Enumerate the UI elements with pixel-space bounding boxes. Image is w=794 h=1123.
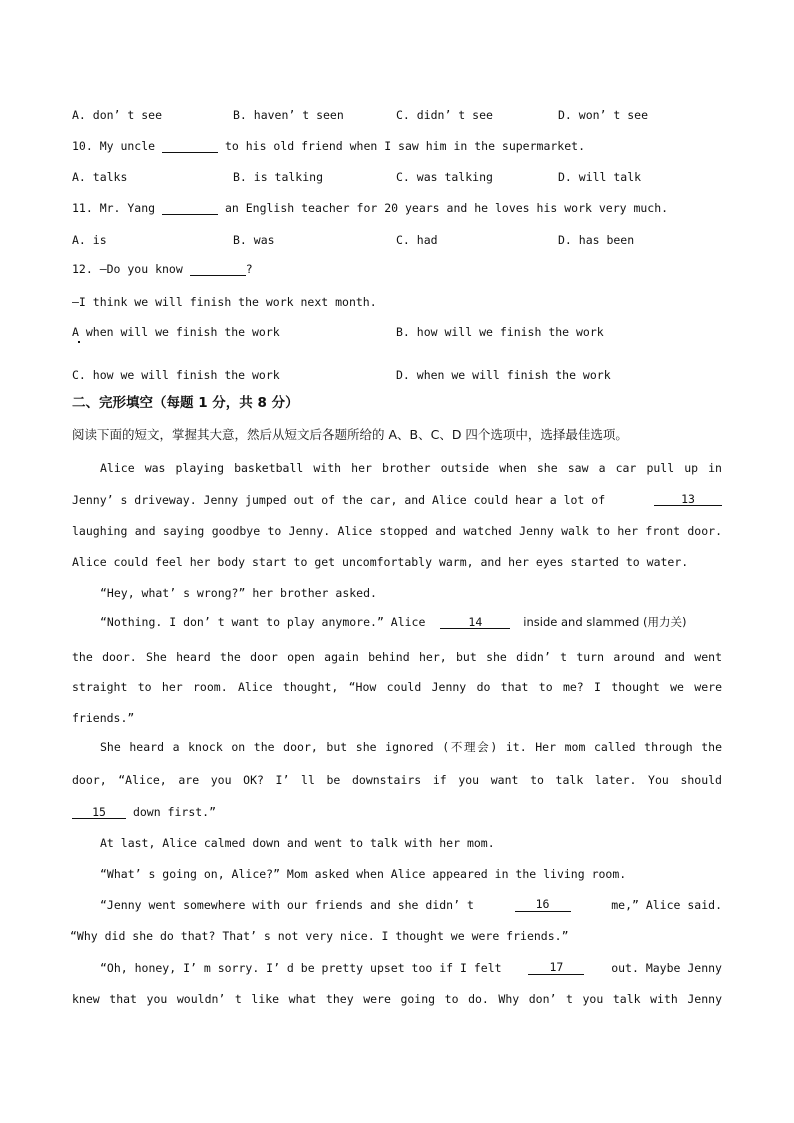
q11-option-a: A. is [72,233,107,247]
passage-p6: “What’ s going on, Alice?” Mom asked when Alice appeared in the living room. [100,867,627,881]
passage-text: out. Maybe Jenny [611,961,722,975]
q10-suffix: to his old friend when I saw him in the supermarket. [224,139,585,153]
passage-p3-line1 [100,615,722,629]
q9-option-a: A. don’ t see [72,108,163,122]
q9-option-c: C. didn’ t see [396,108,493,122]
section-2-heading: 二、完形填空（每题 1 分，共 8 分） [72,395,299,411]
q11-option-d: D. has been [558,233,635,247]
q10-option-a: A. talks [72,170,128,184]
q12-option-c: C. how we will finish the work [72,368,280,382]
blank-15: 15 [72,806,126,819]
passage-p3-line4: friends.” [72,711,135,725]
q11-option-c: C. had [396,233,438,247]
passage-p5: At last, Alice calmed down and went to talk with her mom. [100,836,495,850]
passage-p1-line2 [72,493,722,507]
blank-14: 14 [440,616,510,629]
q9-option-d: D. won’ t see [558,108,649,122]
passage-p7-line1 [100,898,722,912]
q12-answer-line: —I think we will finish the work next month. [72,295,377,309]
q12-blank [190,263,246,276]
passage-p8-line2: knew that you wouldn’ t like what they were going to do. Why don’ t you talk with Jenny [72,992,722,1006]
passage-p4-line1: She heard a knock on the door, but she ignored (不理会) it. Her mom called through the [100,740,722,754]
q11-suffix: an English teacher for 20 years and he loves his work very much. [224,201,669,215]
passage-p2: “Hey, what’ s wrong?” her brother asked. [100,586,377,600]
passage-p8-line1 [100,961,722,975]
question-10 [72,139,585,153]
passage-p4-line3 [72,805,216,819]
q12-suffix: ? [245,262,253,276]
passage-p1-line3: laughing and saying goodbye to Jenny. Alice stopped and watched Jenny walk to her front door. [72,524,722,538]
passage-text: inside and slammed (用力关) [523,615,687,629]
q12-option-d: D. when we will finish the work [396,368,611,382]
section-2-instructions: 阅读下面的短文，掌握其大意，然后从短文后各题所给的 A、B、C、D 四个选项中，选择最佳选项。 [72,427,628,442]
q12-option-a-dot [78,341,80,343]
q10-option-b: B. is talking [233,170,324,184]
passage-p4-line2: door, “Alice, are you OK? I’ ll be downstairs if you want to talk later. You should [72,773,722,787]
q12-option-a: A when will we finish the work [72,325,280,339]
q9-option-b: B. haven’ t seen [233,108,344,122]
passage-text: me,” Alice said. [611,898,722,912]
q11-blank [162,202,218,215]
passage-text: “Nothing. I don’ t want to play anymore.” Alice [100,615,426,629]
q12-option-b: B. how will we finish the work [396,325,604,339]
q12-prefix: 12. —Do you know [72,262,183,276]
passage-text: “Oh, honey, I’ m sorry. I’ d be pretty upset too if I felt [100,961,502,975]
q10-option-c: C. was talking [396,170,493,184]
question-12 [72,262,253,276]
q11-prefix: 11. Mr. Yang [72,201,156,215]
blank-13: 13 [654,493,722,506]
q10-option-d: D. will talk [558,170,642,184]
passage-p7-line2: “Why did she do that? That’ s not very nice. I thought we were friends.” [70,929,569,943]
passage-text: Jenny’ s driveway. Jenny jumped out of the car, and Alice could hear a lot of [72,493,606,507]
blank-17: 17 [528,961,584,975]
passage-p3-line2: the door. She heard the door open again behind her, but she didn’ t turn around and went [72,650,722,664]
passage-text: “Jenny went somewhere with our friends and she didn’ t [100,898,474,912]
passage-p1-line1: Alice was playing basketball with her brother outside when she saw a car pull up in [100,461,722,475]
q11-option-b: B. was [233,233,275,247]
q10-prefix: 10. My uncle [72,139,156,153]
blank-16: 16 [515,898,571,912]
passage-text: down first.” [132,805,217,819]
q10-blank [162,140,218,153]
passage-p1-line4: Alice could feel her body start to get uncomfortably warm, and her eyes started to water. [72,555,689,569]
passage-p3-line3: straight to her room. Alice thought, “How could Jenny do that to me? I thought we were [72,680,722,694]
question-11 [72,201,668,215]
